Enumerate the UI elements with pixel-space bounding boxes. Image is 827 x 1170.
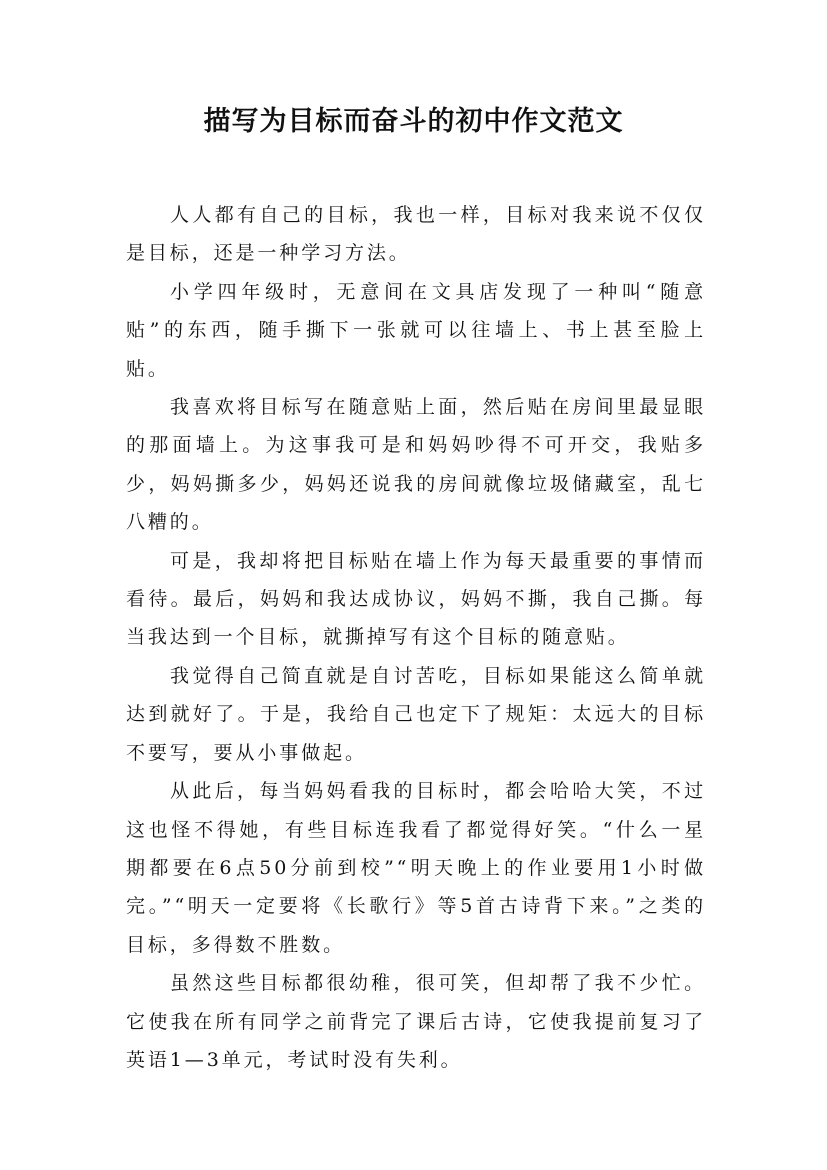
paragraph: 人人都有自己的目标，我也一样，目标对我来说不仅仅是目标，还是一种学习方法。 [126, 204, 706, 265]
document-body [126, 196, 706, 1079]
paragraph: 从此后，每当妈妈看我的目标时，都会哈哈大笑，不过这也怪不得她，有些目标连我看了都觉得好笑。“什么一星期都要在6点50分前到校”“明天晚上的作业要用1小时做完。”“明天一定要将《长歌行》等5首古诗背下来。”之类的目标，多得数不胜数。 [126, 780, 706, 956]
paragraph: 小学四年级时，无意间在文具店发现了一种叫“随意贴”的东西，随手撕下一张就可以往墙上、书上甚至脸上贴。 [126, 280, 706, 380]
document-title: 描写为目标而奋斗的初中作文范文 [203, 106, 624, 137]
paragraph: 我喜欢将目标写在随意贴上面，然后贴在房间里最显眼的那面墙上。为这事我可是和妈妈吵得不可开交，我贴多少，妈妈撕多少，妈妈还说我的房间就像垃圾储藏室，乱七八糟的。 [126, 396, 706, 534]
paragraph: 可是，我却将把目标贴在墙上作为每天最重要的事情而看待。最后，妈妈和我达成协议，妈妈不撕，我自己撕。每当我达到一个目标，就撕掉写有这个目标的随意贴。 [126, 549, 706, 649]
paragraph: 虽然这些目标都很幼稚，很可笑，但却帮了我不少忙。它使我在所有同学之前背完了课后古诗，它使我提前复习了英语1—3单元，考试时没有失利。 [126, 972, 706, 1071]
paragraph: 我觉得自己简直就是自讨苦吃，目标如果能这么简单就达到就好了。于是，我给自己也定下了规矩：太远大的目标不要写，要从小事做起。 [126, 664, 706, 764]
